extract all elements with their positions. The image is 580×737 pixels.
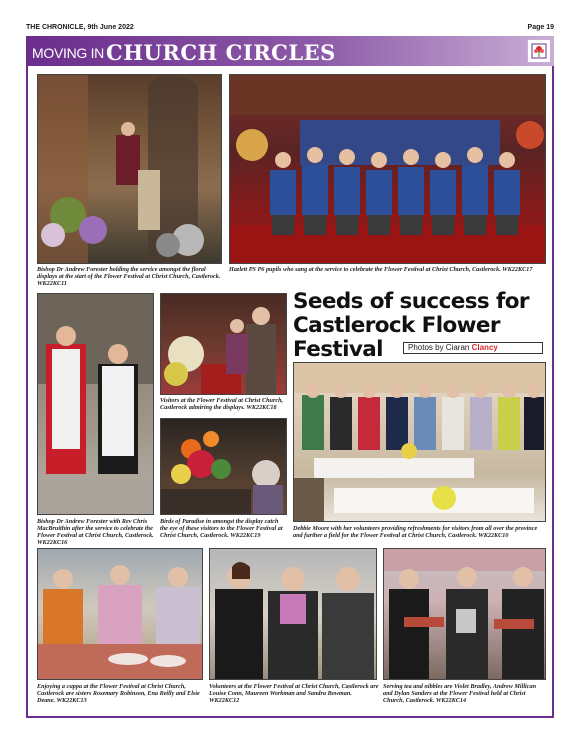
section-banner	[26, 36, 554, 66]
photo-credit-name: Clancy	[471, 343, 498, 352]
photo-volunteers	[209, 548, 377, 680]
caption-serving: Serving tea and nibbles are Violet Bradley, Andrew Millican and Dylan Sanders at the Flower Festival held at Christ Church, Castlerock. WK22KC14	[383, 683, 537, 704]
photo-debbie-volunteers	[293, 362, 546, 522]
page-number: Page 19	[527, 24, 554, 31]
photo-birds-of-paradise	[160, 418, 287, 515]
caption-debbie: Debbie Moore with her volunteers providing refreshments for visitors from all over the province and further a field for the Flower Festival at Christ Church, Castlerock. WK22KC10	[293, 525, 538, 539]
headline: Seeds of success for Castlerock Flower Festival	[293, 289, 529, 362]
photo-credit	[403, 342, 543, 354]
caption-bishop-service: Bishop Dr Andrew Forester holding the service amongst the floral displays at the start of the Flower Festival at Christ Church, Castlerock. WK22KC11	[37, 266, 221, 287]
caption-volunteers: Volunteers at the Flower Festival at Christ Church, Castlerock are Louise Conn, Maureen Workman and Sandra Bowman. WK22KC12	[209, 683, 379, 704]
publication-date: THE CHRONICLE, 9th June 2022	[26, 24, 134, 31]
caption-visitors: Visitors at the Flower Festival at Christ Church, Castlerock admiring the displays. WK22KC18	[160, 397, 284, 411]
section-name: CHURCH CIRCLES	[106, 40, 336, 65]
photo-pupils	[229, 74, 546, 264]
photo-bishop-service	[37, 74, 222, 264]
section-label: MOVING IN	[32, 45, 104, 61]
flower-logo-icon	[527, 39, 551, 63]
caption-birds: Birds of Paradise in amongst the display catch the eye of these visitors to the Flower Festival at Christ Church, Castlerock. WK22KC19	[160, 518, 283, 539]
page-header	[26, 24, 554, 36]
caption-bishop-rev: Bishop Dr Andrew Forester with Rev Chris MacBruithin after the service to celebrate the Flower Festival at Christ Church, Castlerock. WK22KC16	[37, 518, 154, 546]
photo-cuppa	[37, 548, 203, 680]
photo-serving	[383, 548, 546, 680]
photo-credit-prefix: Photos by Ciaran	[408, 343, 470, 352]
photo-bishop-rev	[37, 293, 154, 515]
caption-cuppa: Enjoying a cuppa at the Flower Festival at Christ Church, Castlerock are sisters Rosemary Robinson, Ena Reilly and Elsie Deane. WK22KC13	[37, 683, 200, 704]
caption-pupils: Hazlett PS P6 pupils who sang at the service to celebrate the Flower Festival at Christ Church, Castlerock. WK22KC17	[229, 266, 533, 273]
photo-visitors	[160, 293, 287, 395]
